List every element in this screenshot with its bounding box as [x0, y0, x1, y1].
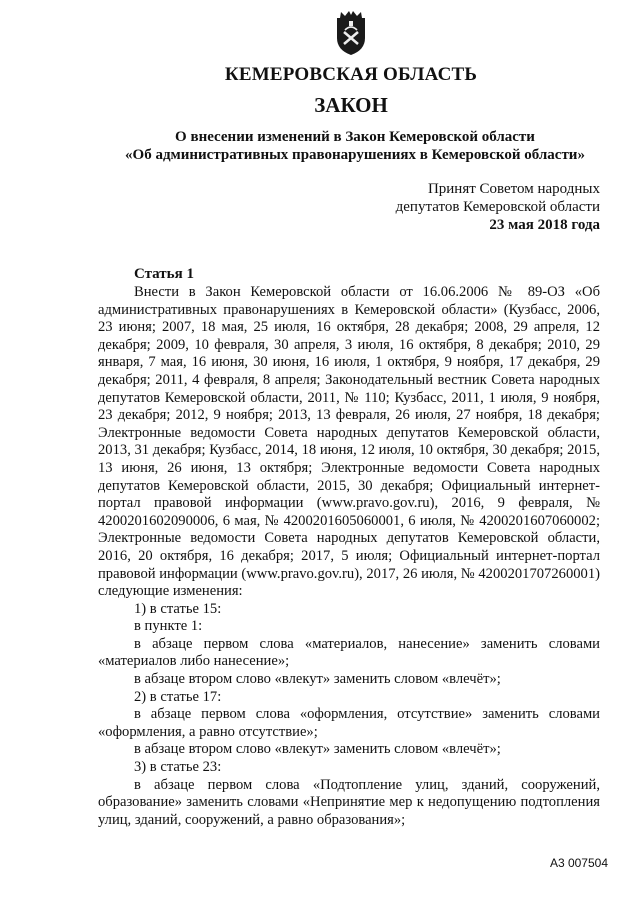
article-paragraph: в абзаце первом слова «оформления, отсутствие» заменить словами «оформления, а равно отсутствие»;	[98, 706, 600, 740]
article-paragraph: в абзаце первом слова «Подтопление улиц, зданий, сооружений, образование» заменить словами «Непринятие мер к недопущению подтопления улиц, зданий, сооружений, а равно образования»;	[98, 776, 600, 828]
region-name: КЕМЕРОВСКАЯ ОБЛАСТЬ	[224, 64, 478, 85]
article-body	[98, 284, 600, 829]
article-paragraph: в абзаце втором слово «влекут» заменить словом «влечёт»;	[134, 671, 501, 688]
adoption-line-1: Принят Советом народных	[427, 181, 600, 197]
article-paragraph: 2) в статье 17:	[134, 688, 222, 705]
article-paragraph: Внести в Закон Кемеровской области от 16.06.2006 № 89-ОЗ «Об административных правонарушениях в Кемеровской области» (Кузбасс, 2006, 23 июня; 2007, 18 мая, 25 июля, 16 октября, 28 декабря; 2008, 29 апреля, 12 декабря; 2009, 10 февраля, 30 апреля, 3 июля, 16 октября, 8 декабря; 2010, 29 января, 7 мая, 16 июня, 30 июня, 16 июля, 1 октября, 9 ноября, 17 декабря, 29 декабря; 2011, 4 февраля, 8 апреля; Законодательный вестник Совета народных депутатов Кемеровской области, 2011, № 110; Кузбасс, 2011, 1 июля, 9 ноября, 23 декабря; 2012, 9 ноября; 2013, 13 февраля, 26 июля, 27 ноября, 18 декабря; Электронные ведомости Совета народных депутатов Кемеровской области, 2013, 31 декабря; Кузбасс, 2014, 18 июня, 12 июля, 10 октября, 30 декабря; 2015, 13 июня, 26 июня, 13 октября; Электронные ведомости Совета народных депутатов Кемеровской области, 2015, 30 декабря; Официальный интернет-портал правовой информации (www.pravo.gov.ru), 2016, 9 февраля, № 4200201602090006, 6 мая, № 4200201605060001, 6 июля, № 4200201607060002; Электронные ведомости Совета народных депутатов Кемеровской области, 2016, 20 октября, 16 декабря; 2017, 5 июля; Официальный интернет-портал правовой информации (www.pravo.gov.ru), 2017, 26 июля, № 4200201707260001) следующие изменения:	[98, 284, 600, 600]
adoption-line-2: депутатов Кемеровской области	[395, 199, 600, 215]
adoption-block	[340, 180, 600, 234]
adoption-date: 23 мая 2018 года	[489, 217, 600, 233]
article-paragraph: в абзаце втором слово «влекут» заменить словом «влечёт»;	[134, 741, 501, 758]
article-paragraph: в абзаце первом слова «материалов, нанесение» заменить словами «материалов либо нанесение»;	[98, 635, 600, 670]
serial-number: А3 007504	[549, 856, 608, 870]
article-paragraph: в пункте 1:	[134, 618, 203, 635]
law-title-line-1: О внесении изменений в Закон Кемеровской области	[175, 129, 535, 145]
law-title-line-2: «Об административных правонарушениях в Кемеровской области»	[125, 147, 585, 163]
article-paragraph: 1) в статье 15:	[134, 600, 222, 617]
article-paragraph: 3) в статье 23:	[134, 759, 222, 776]
coat-of-arms-emblem	[331, 10, 371, 56]
law-title	[100, 128, 610, 164]
article-heading: Статья 1	[134, 266, 194, 282]
document-type: ЗАКОН	[314, 93, 388, 117]
